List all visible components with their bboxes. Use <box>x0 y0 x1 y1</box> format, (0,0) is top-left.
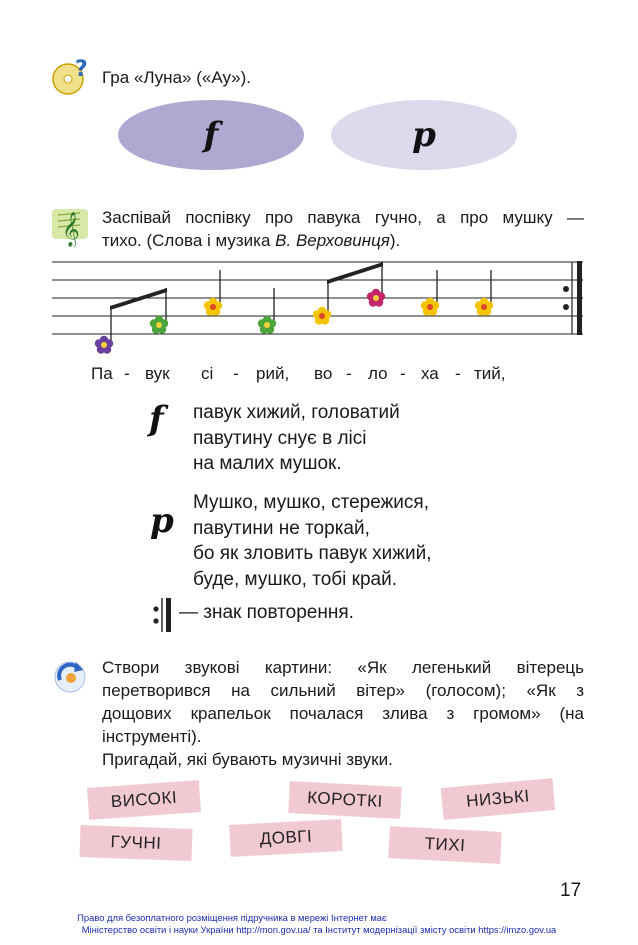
sound-task <box>102 656 584 771</box>
sound-card-low: НИЗЬКІ <box>441 778 555 820</box>
sound-card-long: ДОВГІ <box>229 819 343 857</box>
verse-soft <box>193 490 432 592</box>
sound-card-loud: ГУЧНІ <box>79 825 192 861</box>
song-task-line2 <box>102 229 400 252</box>
sound-card-quiet: ТИХІ <box>388 826 502 864</box>
verse-line: буде, мушко, тобі край. <box>193 568 397 590</box>
lyric-syllable: ло <box>368 364 388 383</box>
verse-loud <box>193 400 400 477</box>
game-title: Гра «Луна» («Ау»). <box>102 68 251 87</box>
lyric-syllable: во <box>314 364 333 383</box>
sound-task-line: перетворився на сильний вітер» (голосом); «Як з <box>102 681 584 700</box>
refresh-arrows-icon <box>50 656 90 696</box>
song-task-line1: Заспівай поспівку про павука гучно, а про мушку — <box>102 208 584 227</box>
lyric-hyphen: - <box>455 364 461 383</box>
verse-line: павутини не торкай, <box>193 517 370 539</box>
verse-line: на малих мушок. <box>193 453 342 474</box>
song-author: В. Верховинця <box>275 231 390 250</box>
lyric-hyphen: - <box>233 364 239 383</box>
lyric-syllable: сі <box>201 364 214 383</box>
sound-task-line: дощових крапельок почалася злива з громом» (на <box>102 704 584 723</box>
sound-task-line: інструменті). <box>102 727 202 746</box>
repeat-sign-label: — знак повторення. <box>179 602 354 623</box>
song-task-line2-suffix: ). <box>389 231 401 250</box>
dynamic-forte-oval <box>118 100 304 170</box>
lyric-hyphen: - <box>400 364 406 383</box>
svg-text:𝄞: 𝄞 <box>62 212 80 247</box>
lyric-syllable: ха <box>421 364 439 383</box>
verse-line: павук хижий, головатий <box>193 402 400 423</box>
piano-symbol: p <box>412 115 436 155</box>
repeat-sign-icon <box>151 597 175 638</box>
forte-symbol: f <box>203 115 219 155</box>
footer-line-2: Міністерство освіти і науки України http://mon.gov.ua/ та Інститут модернізації змісту освіти https://imzo.gov.ua <box>81 924 557 935</box>
sound-card-high: ВИСОКІ <box>87 780 201 820</box>
music-staff <box>0 250 638 360</box>
dynamic-piano-oval <box>331 100 517 170</box>
lyric-hyphen: - <box>346 364 352 383</box>
verse-line: павутину снує в лісі <box>193 427 367 449</box>
verse-line: Мушко, мушко, стережися, <box>193 492 429 513</box>
lyric-syllable: вук <box>145 364 170 383</box>
verse-line: бо як зловить павук хижий, <box>193 543 432 564</box>
question-disc-icon <box>50 57 90 97</box>
sound-task-line: Створи звукові картини: «Як легенький вітерець <box>102 658 584 677</box>
verse-loud-dynamic: f <box>149 399 164 439</box>
lyric-syllable: Па <box>91 364 113 383</box>
lyric-hyphen: - <box>124 364 130 383</box>
footer-line-1: Право для безоплатного розміщення підручника в мережі Інтернет має <box>77 912 387 923</box>
sound-task-prompt: Пригадай, які бувають музичні звуки. <box>102 750 393 769</box>
page-number: 17 <box>560 880 582 901</box>
verse-soft-dynamic: p <box>150 501 174 541</box>
svg-text:?: ? <box>75 57 88 82</box>
lyric-syllable: тий, <box>474 364 506 383</box>
song-task-line2-prefix: тихо. (Слова і музика <box>102 231 276 250</box>
sound-card-short: КОРОТКІ <box>288 781 402 819</box>
treble-clef-icon <box>50 203 90 247</box>
lyric-syllable: рий, <box>256 364 290 383</box>
